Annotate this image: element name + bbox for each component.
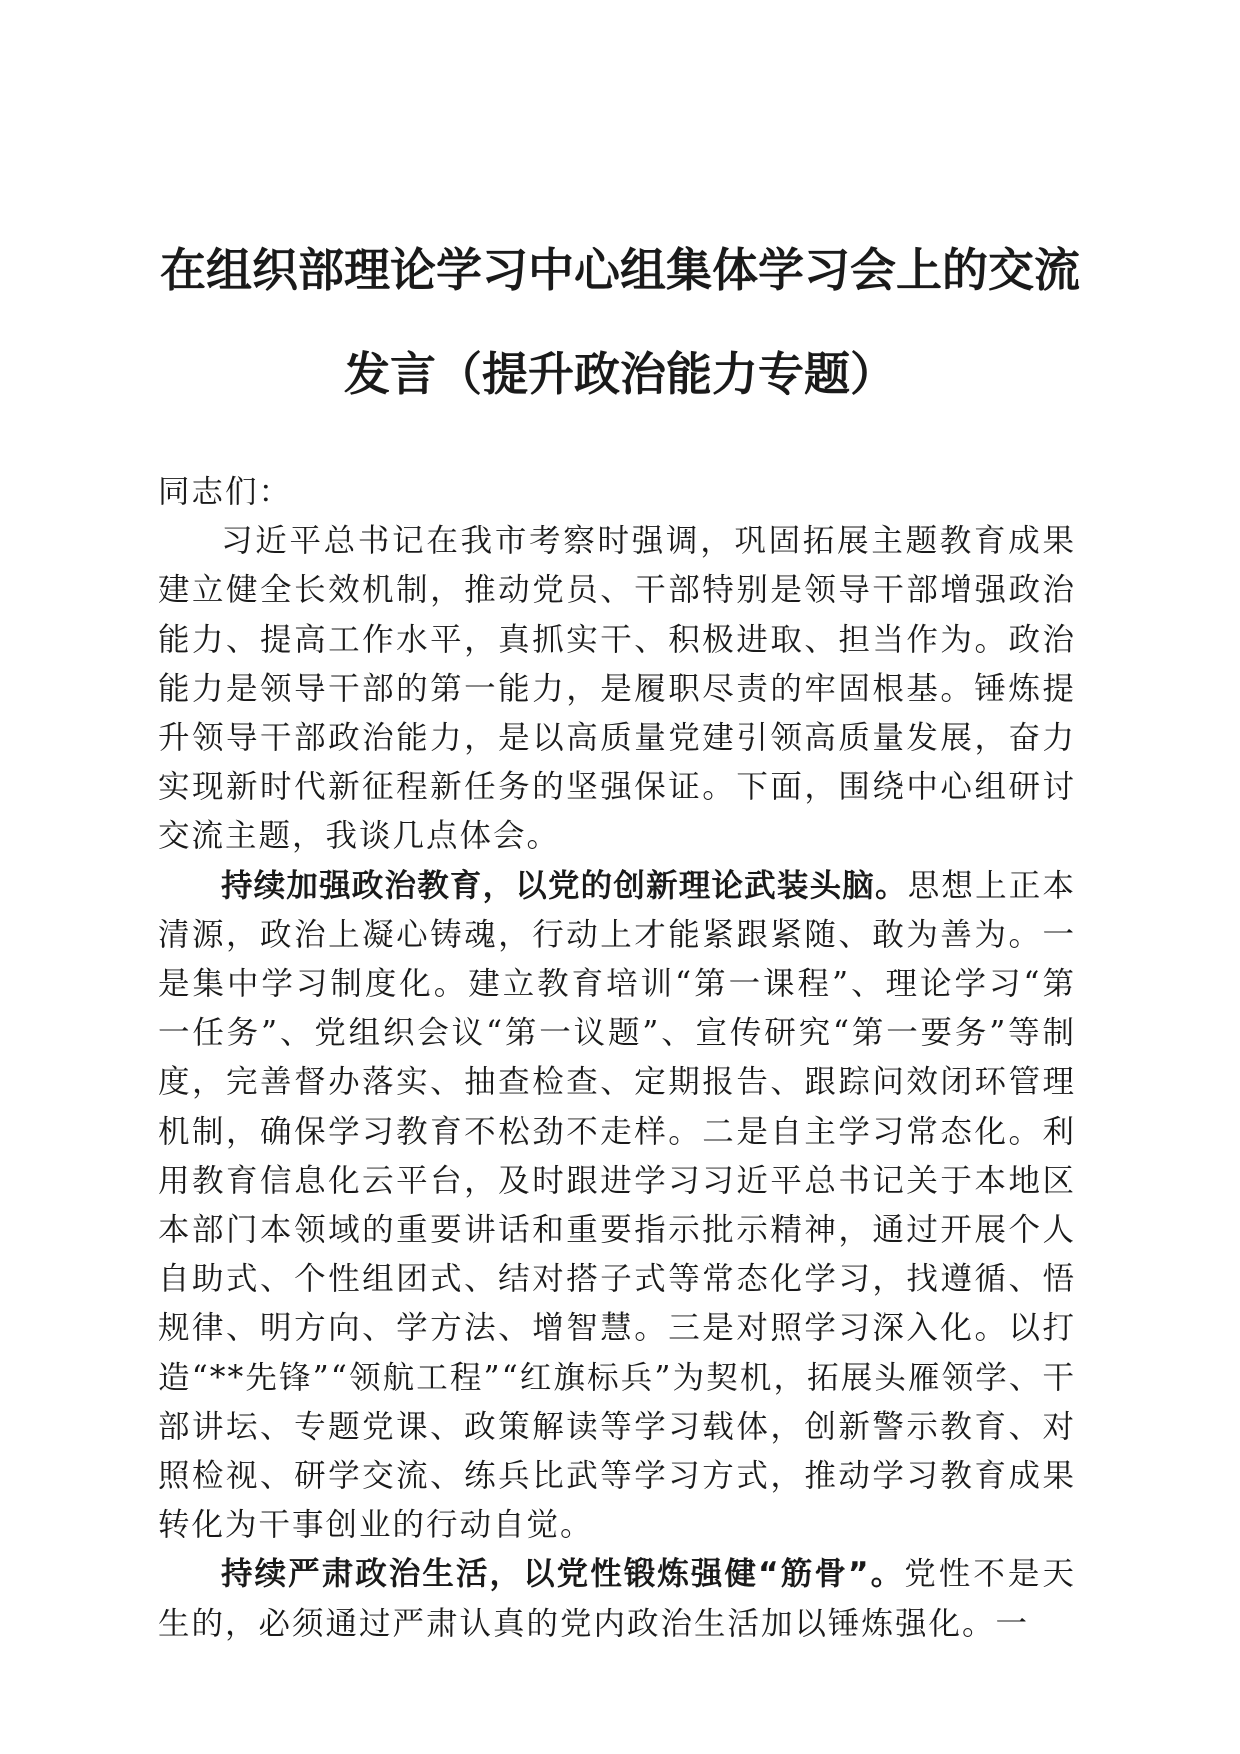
paragraph-text: 党性不是天生的，必须通过严肃认真的党内政治生活加以锤炼强化。一 [158, 1556, 1076, 1642]
title-line-2: 发言（提升政治能力专题） [344, 347, 896, 401]
document-title [150, 218, 1090, 426]
paragraph-intro-text: 习近平总书记在我市考察时强调，巩固拓展主题教育成果建立健全长效机制，推动党员、干部特别是领导干部增强政治能力、提高工作水平，真抓实干、积极进取、担当作为。政治能力是领导干部的第一能力，是履职尽责的牢固根基。锤炼提升领导干部政治能力，是以高质量党建引领高质量发展，奋力实现新时代新征程新任务的坚强保证。下面，围绕中心组研讨交流主题，我谈几点体会。 [158, 523, 1076, 855]
title-line-1: 在组织部理论学习中心组集体学习会上的交流 [160, 243, 1080, 297]
section-heading: 持续严肃政治生活，以党性锻炼强健“筋骨”。 [221, 1556, 905, 1593]
document-body [158, 468, 1076, 1649]
paragraph-political-life [158, 1550, 1076, 1648]
paragraph-text: 思想上正本清源，政治上凝心铸魂，行动上才能紧跟紧随、敢为善为。一是集中学习制度化。建立教育培训“第一课程”、理论学习“第一任务”、党组织会议“第一议题”、宣传研究“第一要务”等制度，完善督办落实、抽查检查、定期报告、跟踪问效闭环管理机制，确保学习教育不松劲不走样。二是自主学习常态化。利用教育信息化云平台，及时跟进学习习近平总书记关于本地区本部门本领域的重要讲话和重要指示批示精神，通过开展个人自助式、个性组团式、结对搭子式等常态化学习，找遵循、悟规律、明方向、学方法、增智慧。三是对照学习深入化。以打造“**先锋”“领航工程”“红旗标兵”为契机，拓展头雁领学、干部讲坛、专题党课、政策解读等学习载体，创新警示教育、对照检视、研学交流、练兵比武等学习方式，推动学习教育成果转化为干事创业的行动自觉。 [158, 867, 1076, 1544]
salutation: 同志们： [158, 474, 293, 510]
paragraph-political-education [158, 862, 1076, 1551]
paragraph-intro [158, 517, 1076, 861]
section-heading: 持续加强政治教育，以党的创新理论武装头脑。 [221, 867, 908, 904]
